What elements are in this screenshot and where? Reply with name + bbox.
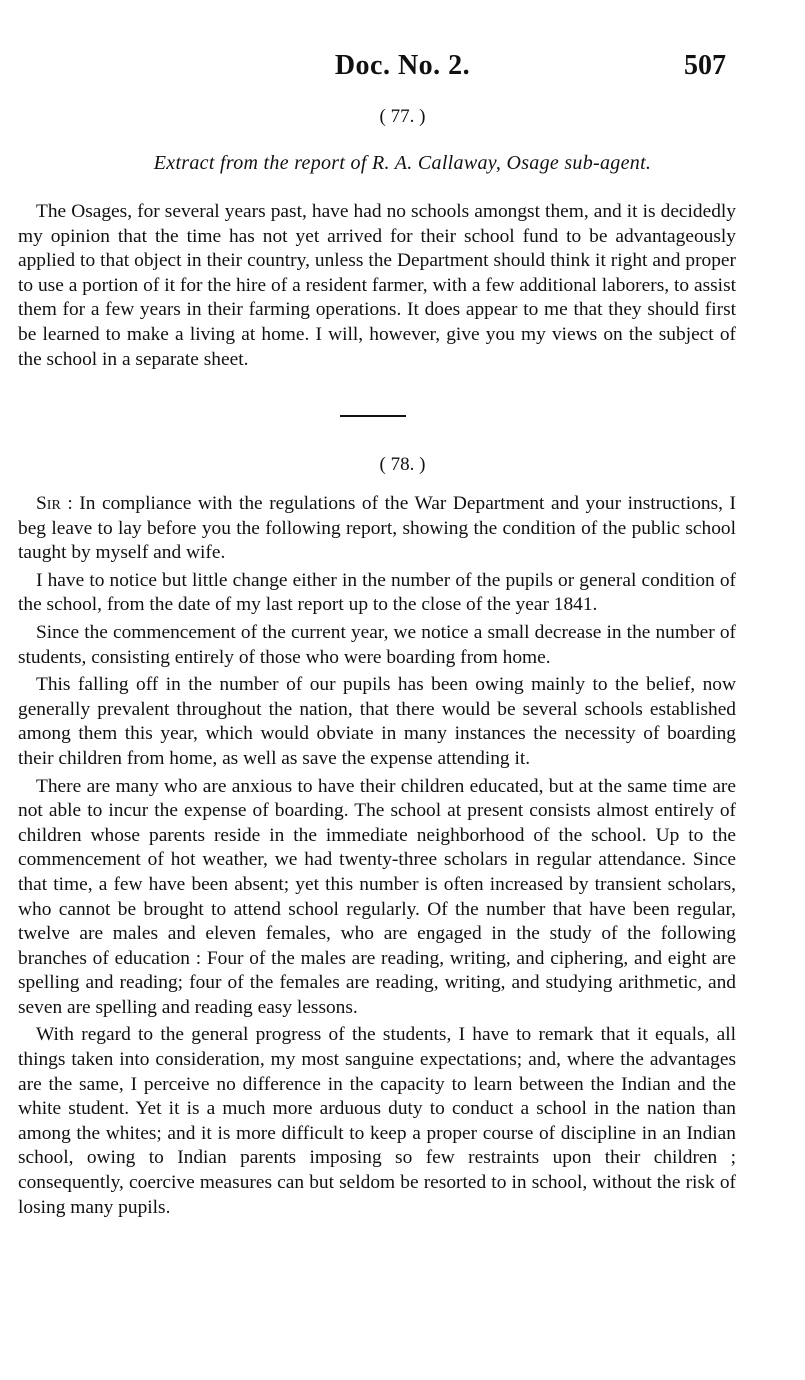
report-extract-heading: Extract from the report of R. A. Callaway, Osage sub-agent. bbox=[153, 152, 652, 174]
paragraph bbox=[18, 492, 736, 566]
paragraph: With regard to the general progress of the students, I have to remark that it equals, all things taken into consideration, my most sanguine expectations; and, where the advantages are the same, I perceive no difference in the capacity to learn between the Indian and the white student. Yet it is a much more arduous duty to conduct a school in the nation than among the whites; and it is more difficult to keep a proper course of discipline in an Indian school, owing to Indian parents imposing so few restraints upon their children ; consequently, coercive measures can but seldom be resorted to in school, without the risk of losing many pupils. bbox=[18, 1024, 736, 1218]
page-number: 507 bbox=[684, 50, 726, 81]
section-divider bbox=[340, 415, 406, 417]
paragraph: This falling off in the number of our pupils has been owing mainly to the belief, now generally prevalent throughout the nation, that there would be several schools established among them this year, which would obviate in many instances the necessity of boarding their children from home, as well as save the expense attending it. bbox=[18, 674, 736, 769]
paragraph: I have to notice but little change either in the number of the pupils or general condition of the school, from the date of my last report up to the close of the year 1841. bbox=[18, 569, 736, 616]
paragraph: Since the commencement of the current year, we notice a small decrease in the number of students, consisting entirely of those who were boarding from home. bbox=[18, 621, 736, 668]
section-77-body bbox=[18, 200, 736, 372]
section-number-78: ( 78. ) bbox=[379, 454, 426, 475]
document-title: Doc. No. 2. bbox=[334, 50, 471, 81]
paragraph: The Osages, for several years past, have had no schools amongst them, and it is decidedly my opinion that the time has not yet arrived for their school fund to be advantageously applied to that object in their country, unless the Department should think it right and proper to use a portion of it for the hire of a resident farmer, with a few additional laborers, to assist them for a few years in their farming operations. It does appear to me that they should first be learned to make a living at home. I will, however, give you my views on the subject of the school in a separate sheet. bbox=[18, 201, 736, 370]
section-number-77: ( 77. ) bbox=[379, 106, 426, 127]
section-78-body bbox=[18, 492, 736, 1220]
paragraph: There are many who are anxious to have their children educated, but at the same time are not able to incur the expense of boarding. The school at present consists almost entirely of children whose parents reside in the immediate neighborhood of the school. Up to the commencement of hot weather, we had twenty-three scholars in regular attendance. Since that time, a few have been absent; yet this number is often increased by transient scholars, who cannot be brought to attend school regularly. Of the number that have been regular, twelve are males and eleven females, who are engaged in the study of the following branches of education : Four of the males are reading, writing, and ciphering, and eight are spelling and reading; four of the females are reading, writing, and studying arithmetic, and seven are spelling and reading easy lessons. bbox=[18, 775, 736, 1018]
paragraph-text: In compliance with the regulations of the War Department and your instructions, I beg leave to lay before you the following report, showing the condition of the public school taught by myself and wife. bbox=[18, 493, 736, 564]
salutation: Sir : bbox=[36, 493, 73, 514]
